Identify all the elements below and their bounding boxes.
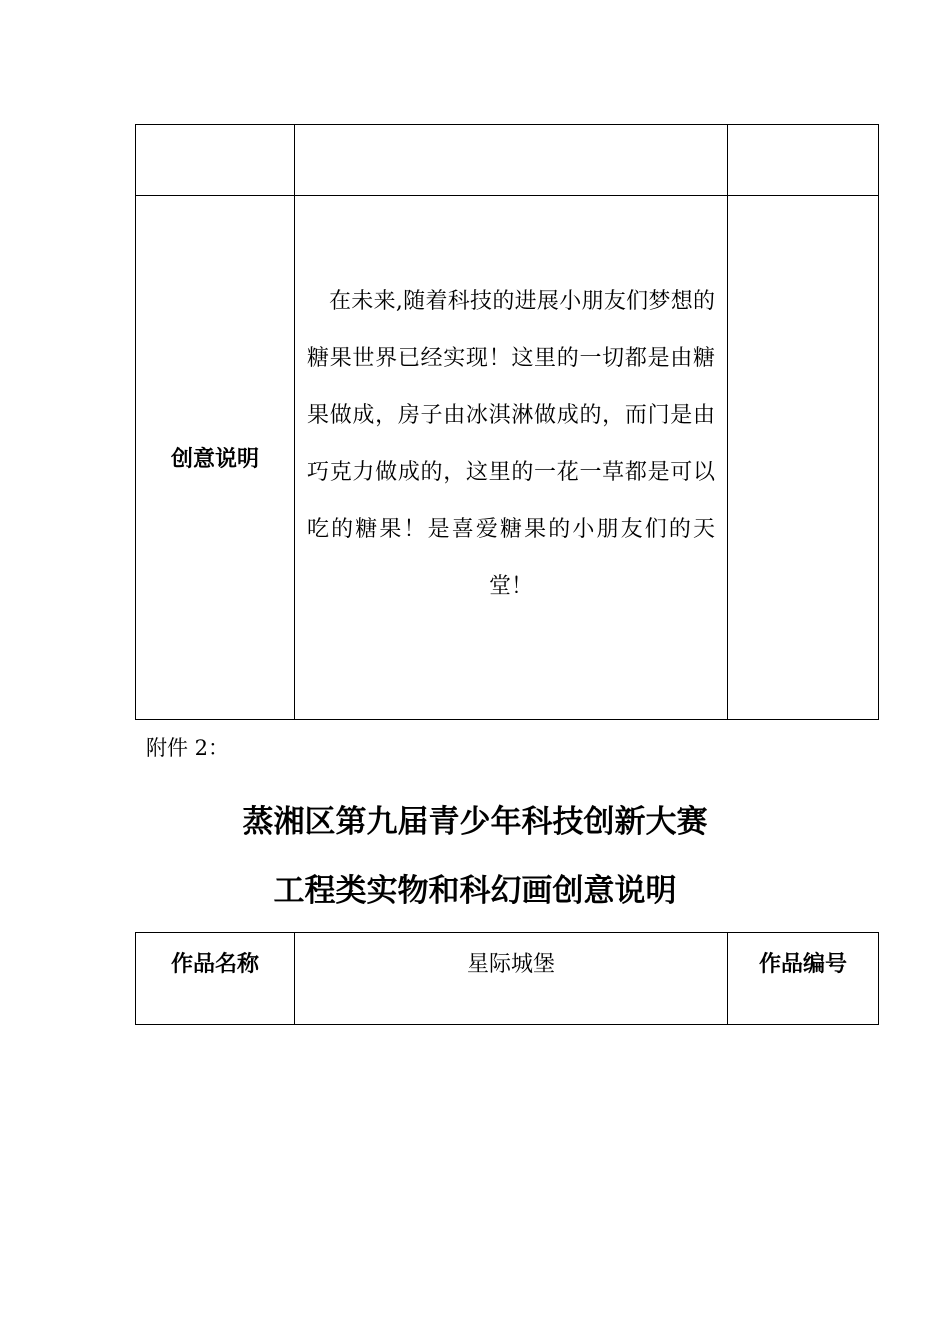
creative-description-label: 创意说明: [136, 196, 295, 720]
page-title: 蒸湘区第九届青少年科技创新大赛: [242, 804, 708, 840]
empty-cell: [295, 125, 728, 196]
page-subtitle: 工程类实物和科幻画创意说明: [273, 873, 677, 909]
table-row: [136, 196, 879, 720]
work-name-label: 作品名称: [136, 933, 295, 1025]
empty-cell: [136, 125, 295, 196]
creative-description-text: 在未来,随着科技的进展小朋友们梦想的糖果世界已经实现！这里的一切都是由糖果做成，房子由冰淇淋做成的，而门是由巧克力做成的，这里的一花一草都是可以吃的糖果！是喜爱糖果的小朋友们的天堂！: [307, 288, 715, 599]
creative-description-cell: [295, 196, 728, 720]
table-row: [136, 125, 879, 196]
top-form-table: [135, 124, 879, 720]
empty-cell: [728, 196, 879, 720]
work-name-value: 星际城堡: [295, 933, 728, 1025]
work-info-table: [135, 932, 879, 1025]
empty-cell: [728, 125, 879, 196]
work-number-label: 作品编号: [728, 933, 879, 1025]
attachment-label: 附件 2：: [146, 736, 230, 760]
table-row: [136, 933, 879, 1025]
